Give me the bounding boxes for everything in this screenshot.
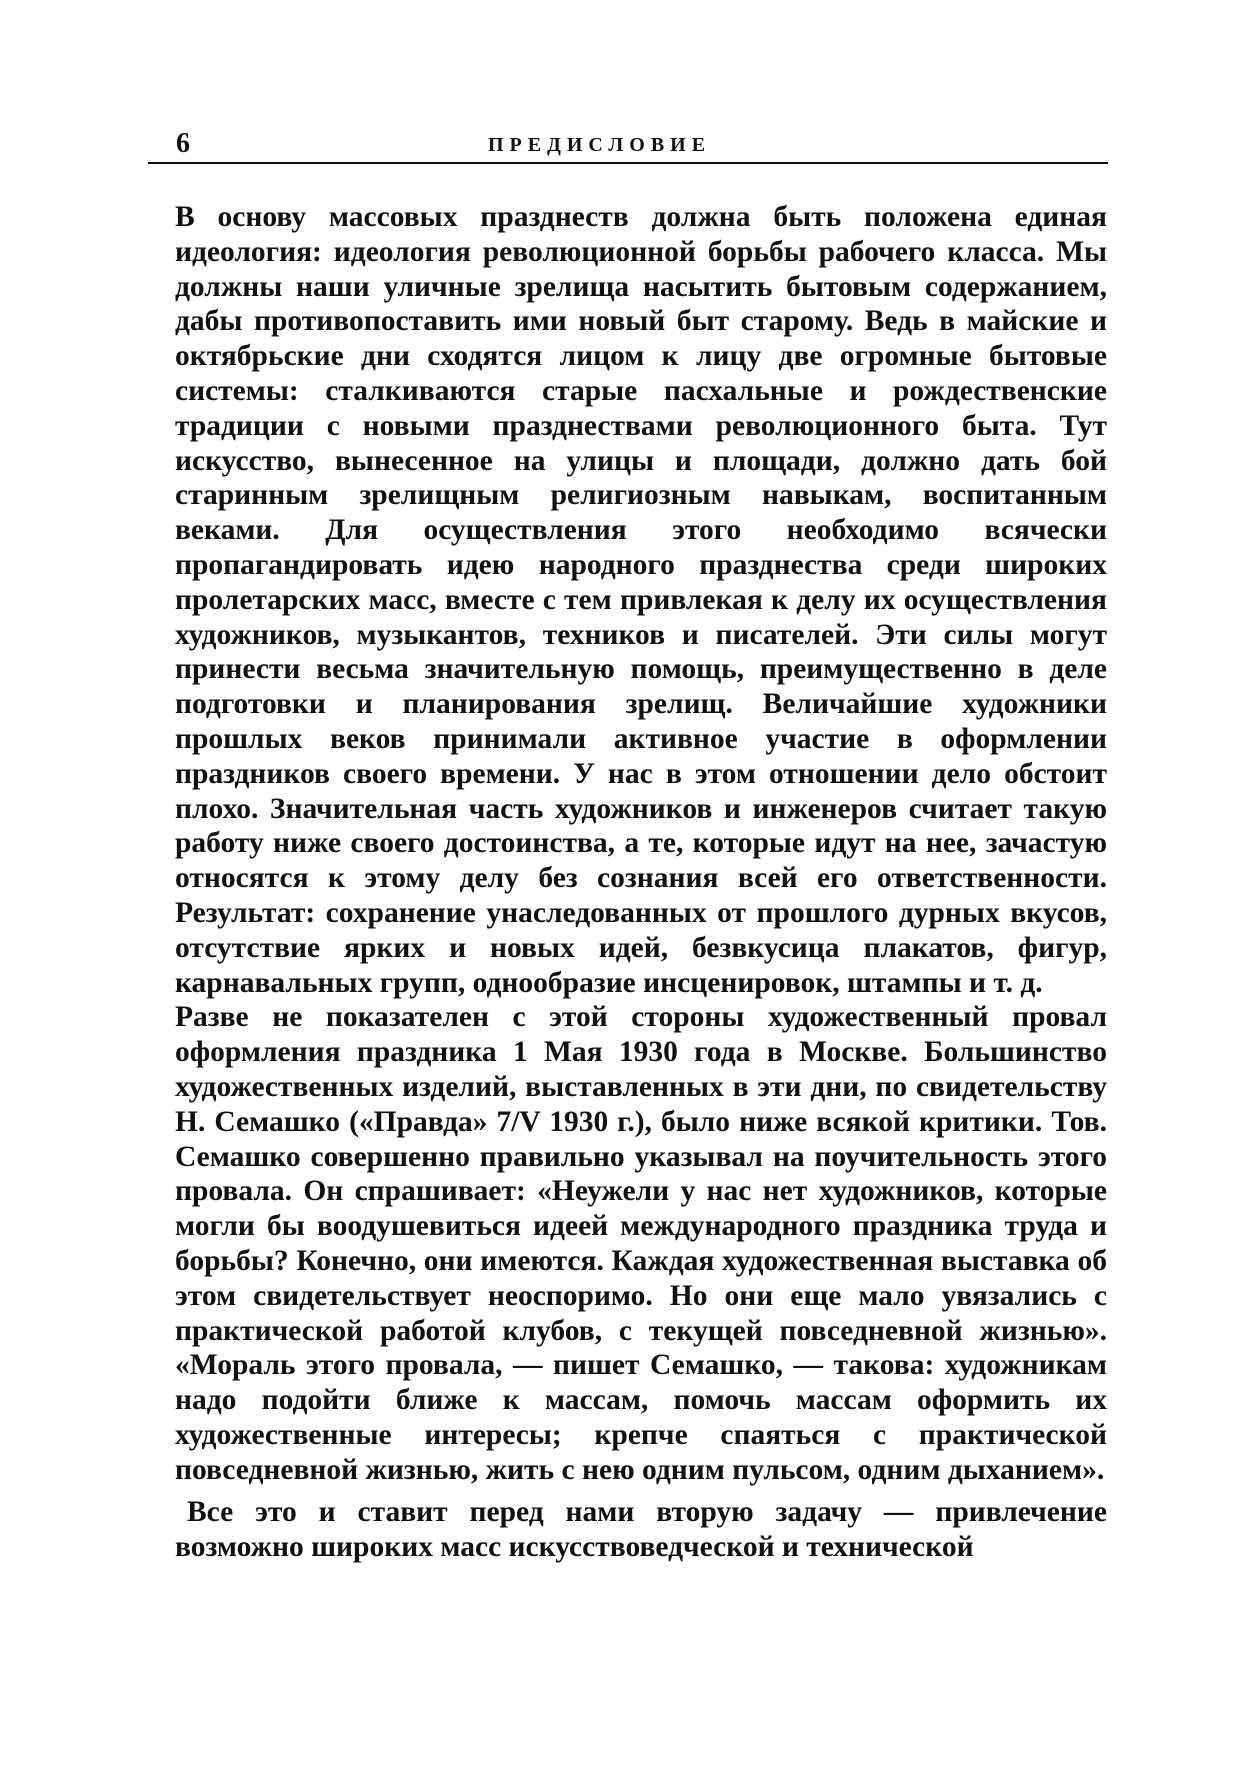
header-rule bbox=[148, 162, 1108, 164]
body-text bbox=[175, 200, 1107, 1565]
page-number: 6 bbox=[176, 128, 190, 159]
paragraph-1: В основу массовых празднеств должна быть положена единая идеология: идеология революционной борьбы рабочего класса. Мы должны наши уличные зрелища насытить бытовым содержанием, дабы противопоставить ими новый быт старому. Ведь в майские и октябрьские дни сходятся лицом к лицу две огромные бытовые системы: сталкиваются старые пасхальные и рождественские традиции с новыми празднествами революционного быта. Тут искусство, вынесенное на улицы и площади, должно дать бой старинным зрелищным религиозным навыкам, воспитанным веками. Для осуществления этого необходимо всячески пропагандировать идею народного празднества среди широких пролетарских масс, вместе с тем привлекая к делу их осуществления художников, музыкантов, техников и писателей. Эти силы могут принести весьма значительную помощь, преимущественно в деле подготовки и планирования зрелищ. Величайшие художники прошлых веков принимали активное участие в оформлении праздников своего времени. У нас в этом отношении дело обстоит плохо. Значительная часть художников и инженеров считает такую работу ниже своего достоинства, а те, которые идут на нее, зачастую относятся к этому делу без сознания всей его ответственности. Результат: сохранение унаследованных от прошлого дурных вкусов, отсутствие ярких и новых идей, безвкусица плакатов, фигур, карнавальных групп, однообразие инсценировок, штампы и т. д. bbox=[175, 201, 1107, 999]
running-title: ПРЕДИСЛОВИЕ bbox=[488, 134, 712, 156]
paragraph-2: Разве не показателен с этой стороны художественный провал оформления праздника 1 Мая 1930 года в Москве. Большинство художественных изделий, выставленных в эти дни, по свидетельству Н. Семашко («Правда» 7/V 1930 г.), было ниже всякой критики. Тов. Семашко совершенно правильно указывал на поучительность этого провала. Он спрашивает: «Неужели у нас нет художников, которые могли бы воодушевиться идеей международного праздника труда и борьбы? Конечно, они имеются. Каждая художественная выставка об этом свидетельствует неоспоримо. Но они еще мало увязались с практической работой клубов, с текущей повседневной жизнью». «Мораль этого провала, — пишет Семашко, — такова: художникам надо подойти ближе к массам, помочь массам оформить их художественные интересы; крепче спаяться с практической повседневной жизнью, жить с нею одним пульсом, одним дыханием». bbox=[175, 1001, 1107, 1486]
page-header bbox=[148, 112, 1108, 162]
paragraph-3: Все это и ставит перед нами вторую задачу — привлечение возможно широких масс искусствоведческой и технической bbox=[175, 1496, 1107, 1564]
